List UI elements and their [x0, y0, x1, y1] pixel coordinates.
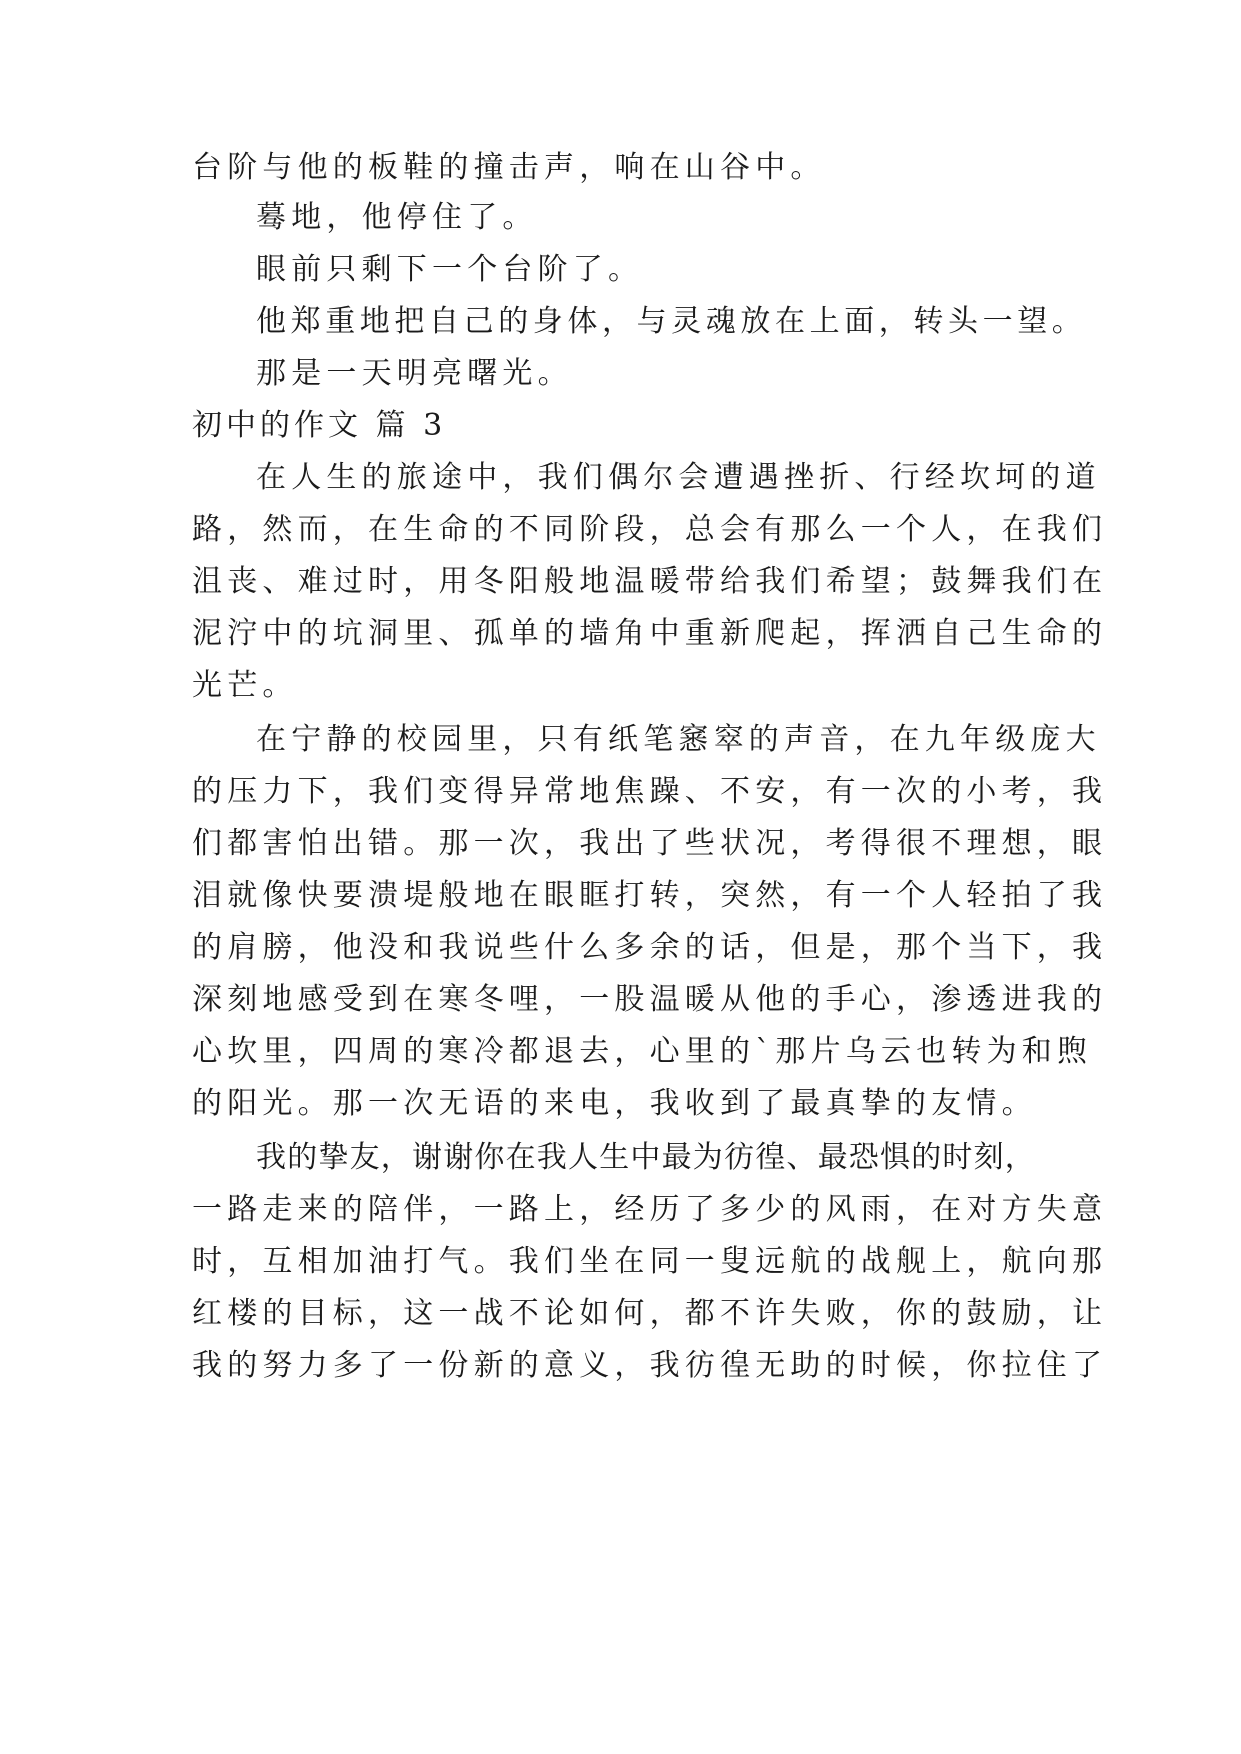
text-line: 沮丧、难过时，用冬阳般地温暖带给我们希望；鼓舞我们在 — [192, 564, 1108, 599]
text-line: 在人生的旅途中，我们偶尔会遭遇挫折、行经坎坷的道 — [256, 460, 1101, 495]
text-line: 我的努力多了一份新的意义，我彷徨无助的时候，你拉住了 — [192, 1348, 1108, 1383]
text-line: 的压力下，我们变得异常地焦躁、不安，有一次的小考，我 — [192, 774, 1108, 809]
text-line: 在宁静的校园里，只有纸笔窸窣的声音，在九年级庞大 — [256, 722, 1101, 757]
text-line: 光芒。 — [192, 668, 298, 703]
text-line: 们都害怕出错。那一次，我出了些状况，考得很不理想，眼 — [192, 826, 1108, 861]
text-line: 我的挚友，谢谢你在我人生中最为彷徨、最恐惧的时刻， — [256, 1140, 1036, 1175]
section-heading: 初中的作文 篇 3 — [192, 408, 447, 443]
text-line: 的阳光。那一次无语的来电，我收到了最真挚的友情。 — [192, 1086, 1037, 1121]
text-line: 蓦地，他停住了。 — [256, 200, 538, 235]
text-line: 的肩膀，他没和我说些什么多余的话，但是，那个当下，我 — [192, 930, 1108, 965]
text-line: 他郑重地把自己的身体，与灵魂放在上面，转头一望。 — [256, 304, 1087, 339]
text-line: 眼前只剩下一个台阶了。 — [256, 252, 644, 287]
text-line: 一路走来的陪伴，一路上，经历了多少的风雨，在对方失意 — [192, 1192, 1108, 1227]
text-line: 台阶与他的板鞋的撞击声，响在山谷中。 — [192, 150, 826, 185]
text-line: 时，互相加油打气。我们坐在同一叟远航的战舰上，航向那 — [192, 1244, 1108, 1279]
text-line: 心坎里，四周的寒冷都退去，心里的`那片乌云也转为和煦 — [192, 1034, 1093, 1069]
text-line: 红楼的目标，这一战不论如何，都不许失败，你的鼓励，让 — [192, 1296, 1108, 1331]
text-line: 那是一天明亮曙光。 — [256, 356, 573, 391]
text-line: 路，然而，在生命的不同阶段，总会有那么一个人，在我们 — [192, 512, 1108, 547]
text-line: 深刻地感受到在寒冬哩，一股温暖从他的手心，渗透进我的 — [192, 982, 1108, 1017]
text-line: 泥泞中的坑洞里、孤单的墙角中重新爬起，挥洒自己生命的 — [192, 616, 1108, 651]
text-line: 泪就像快要溃堤般地在眼眶打转，突然，有一个人轻拍了我 — [192, 878, 1108, 913]
